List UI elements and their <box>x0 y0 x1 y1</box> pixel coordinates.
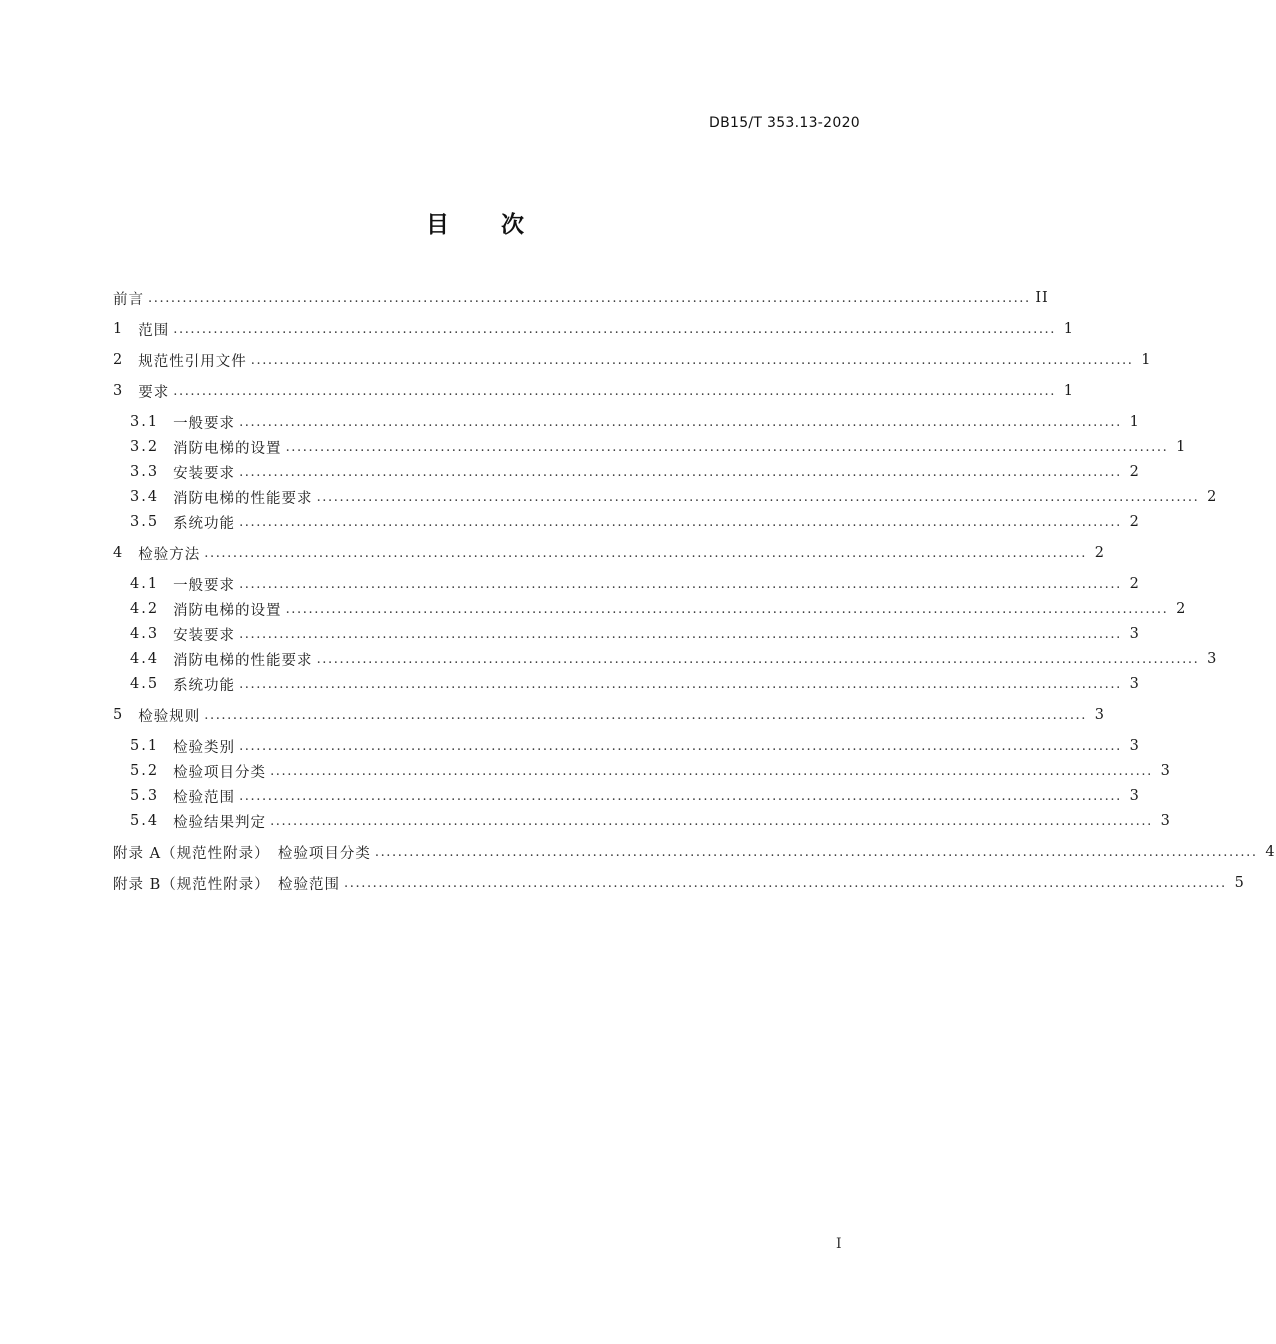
toc-section-number: 3.4 <box>130 489 160 505</box>
toc-page-number: 3 <box>1129 738 1140 754</box>
toc-section-number: 5 <box>113 707 125 723</box>
toc-entry-appendix-a[interactable] <box>113 841 1276 863</box>
toc-entry-4-3[interactable] <box>130 623 1140 645</box>
toc-section-number: 5.2 <box>130 763 160 779</box>
toc-section-number: 5.1 <box>130 738 160 754</box>
toc-leader-dots: .......................................................................................................................................................... <box>344 875 1227 891</box>
toc-entry-text: 检验项目分类 <box>173 764 267 781</box>
toc-leader-dots: .......................................................................................................................................................... <box>239 414 1122 430</box>
toc-entry-text: 范围 <box>138 322 170 339</box>
toc-page-number: 3 <box>1129 676 1140 692</box>
toc-entry-text: 附录 A（规范性附录） 检验项目分类 <box>113 845 371 862</box>
toc-page-number: 4 <box>1265 844 1276 860</box>
toc-entry-text: 消防电梯的性能要求 <box>173 652 313 669</box>
toc-entry-3-3[interactable] <box>130 461 1140 483</box>
toc-entry-foreword[interactable] <box>113 287 1049 309</box>
toc-page-number: 2 <box>1176 601 1187 617</box>
toc-entry-text: 前言 <box>113 291 144 308</box>
toc-entry-text: 检验类别 <box>173 739 236 756</box>
toc-entry-text: 检验规则 <box>138 708 201 725</box>
toc-leader-dots: .......................................................................................................................................................... <box>250 352 1134 368</box>
toc-leader-dots: .......................................................................................................................................................... <box>239 514 1122 530</box>
toc-section-number: 4.5 <box>130 676 160 692</box>
toc-leader-dots: .......................................................................................................................................................... <box>148 290 1031 306</box>
toc-leader-dots: .......................................................................................................................................................... <box>285 601 1169 617</box>
toc-entry-5-4[interactable] <box>130 810 1171 832</box>
toc-page-number: 1 <box>1063 383 1075 399</box>
toc-entry-text: 一般要求 <box>173 577 236 594</box>
document-code: DB15/T 353.13-2020 <box>709 115 860 131</box>
toc-leader-dots: .......................................................................................................................................................... <box>204 707 1088 723</box>
toc-entry-3-2[interactable] <box>130 436 1187 458</box>
toc-section-number: 4.3 <box>130 626 160 642</box>
page-number: I <box>836 1236 842 1252</box>
toc-section-number: 3.1 <box>130 414 160 430</box>
toc-leader-dots: .......................................................................................................................................................... <box>239 676 1122 692</box>
toc-entry-3-1[interactable] <box>130 411 1140 433</box>
toc-entry-text: 规范性引用文件 <box>138 353 247 370</box>
toc-page-number: 3 <box>1129 788 1140 804</box>
toc-page-number: 1 <box>1063 321 1075 337</box>
toc-entry-text: 系统功能 <box>173 515 236 532</box>
toc-leader-dots: .......................................................................................................................................................... <box>173 383 1057 399</box>
toc-entry-1[interactable] <box>113 318 1075 340</box>
toc-section-number: 5.3 <box>130 788 160 804</box>
toc-page-number: 1 <box>1176 439 1187 455</box>
toc-page-number: 3 <box>1160 813 1171 829</box>
toc-entry-4-5[interactable] <box>130 673 1140 695</box>
toc-leader-dots: .......................................................................................................................................................... <box>173 321 1057 337</box>
toc-section-number: 4 <box>113 545 125 561</box>
toc-section-number: 1 <box>113 321 125 337</box>
toc-leader-dots: .......................................................................................................................................................... <box>270 763 1153 779</box>
toc-leader-dots: .......................................................................................................................................................... <box>239 464 1122 480</box>
toc-entry-text: 检验结果判定 <box>173 814 267 831</box>
toc-entry-4-1[interactable] <box>130 573 1140 595</box>
toc-entry-text: 安装要求 <box>173 465 236 482</box>
toc-page-number: 1 <box>1141 352 1152 368</box>
toc-leader-dots: .......................................................................................................................................................... <box>316 489 1200 505</box>
toc-page-number: 2 <box>1129 514 1140 530</box>
toc-page-number: 1 <box>1129 414 1140 430</box>
toc-entry-2[interactable] <box>113 349 1152 371</box>
toc-page-number: 2 <box>1129 576 1140 592</box>
toc-entry-3-4[interactable] <box>130 486 1218 508</box>
toc-leader-dots: .......................................................................................................................................................... <box>239 788 1122 804</box>
toc-entry-text: 安装要求 <box>173 627 236 644</box>
toc-entry-3-5[interactable] <box>130 511 1140 533</box>
toc-entry-4-2[interactable] <box>130 598 1187 620</box>
toc-entry-text: 一般要求 <box>173 415 236 432</box>
toc-section-number: 2 <box>113 352 125 368</box>
toc-leader-dots: .......................................................................................................................................................... <box>239 576 1122 592</box>
toc-leader-dots: .......................................................................................................................................................... <box>374 844 1258 860</box>
toc-section-number: 4.1 <box>130 576 160 592</box>
toc-page-number: 2 <box>1129 464 1140 480</box>
toc-section-number: 3.3 <box>130 464 160 480</box>
toc-entry-text: 消防电梯的设置 <box>173 440 282 457</box>
toc-entry-text: 附录 B（规范性附录） 检验范围 <box>113 876 341 893</box>
page-title: 目次 <box>426 212 576 238</box>
toc-leader-dots: .......................................................................................................................................................... <box>239 626 1122 642</box>
toc-entry-text: 消防电梯的性能要求 <box>173 490 313 507</box>
toc-leader-dots: .......................................................................................................................................................... <box>204 545 1088 561</box>
toc-entry-4[interactable] <box>113 542 1106 564</box>
toc-page-number: 2 <box>1207 489 1218 505</box>
toc-entry-5-1[interactable] <box>130 735 1140 757</box>
toc-leader-dots: .......................................................................................................................................................... <box>270 813 1153 829</box>
toc-section-number: 3 <box>113 383 125 399</box>
toc-page-number: 2 <box>1094 545 1106 561</box>
toc-page-number: 3 <box>1160 763 1171 779</box>
toc-section-number: 4.2 <box>130 601 160 617</box>
toc-entry-3[interactable] <box>113 380 1075 402</box>
toc-section-number: 3.2 <box>130 439 160 455</box>
toc-entry-text: 系统功能 <box>173 677 236 694</box>
toc-entry-5[interactable] <box>113 704 1106 726</box>
toc-entry-text: 消防电梯的设置 <box>173 602 282 619</box>
toc-page-number: 3 <box>1207 651 1218 667</box>
toc-page-number: 5 <box>1234 875 1245 891</box>
toc-page-number: II <box>1035 290 1049 306</box>
toc-entry-4-4[interactable] <box>130 648 1218 670</box>
toc-page-number: 3 <box>1129 626 1140 642</box>
toc-entry-5-2[interactable] <box>130 760 1171 782</box>
toc-entry-text: 要求 <box>138 384 170 401</box>
toc-entry-5-3[interactable] <box>130 785 1140 807</box>
toc-entry-text: 检验范围 <box>173 789 236 806</box>
toc-leader-dots: .......................................................................................................................................................... <box>239 738 1122 754</box>
toc-leader-dots: .......................................................................................................................................................... <box>285 439 1169 455</box>
toc-leader-dots: .......................................................................................................................................................... <box>316 651 1200 667</box>
toc-entry-text: 检验方法 <box>138 546 201 563</box>
toc-page-number: 3 <box>1094 707 1106 723</box>
toc-section-number: 5.4 <box>130 813 160 829</box>
toc-section-number: 3.5 <box>130 514 160 530</box>
toc-entry-appendix-b[interactable] <box>113 872 1245 894</box>
toc-section-number: 4.4 <box>130 651 160 667</box>
